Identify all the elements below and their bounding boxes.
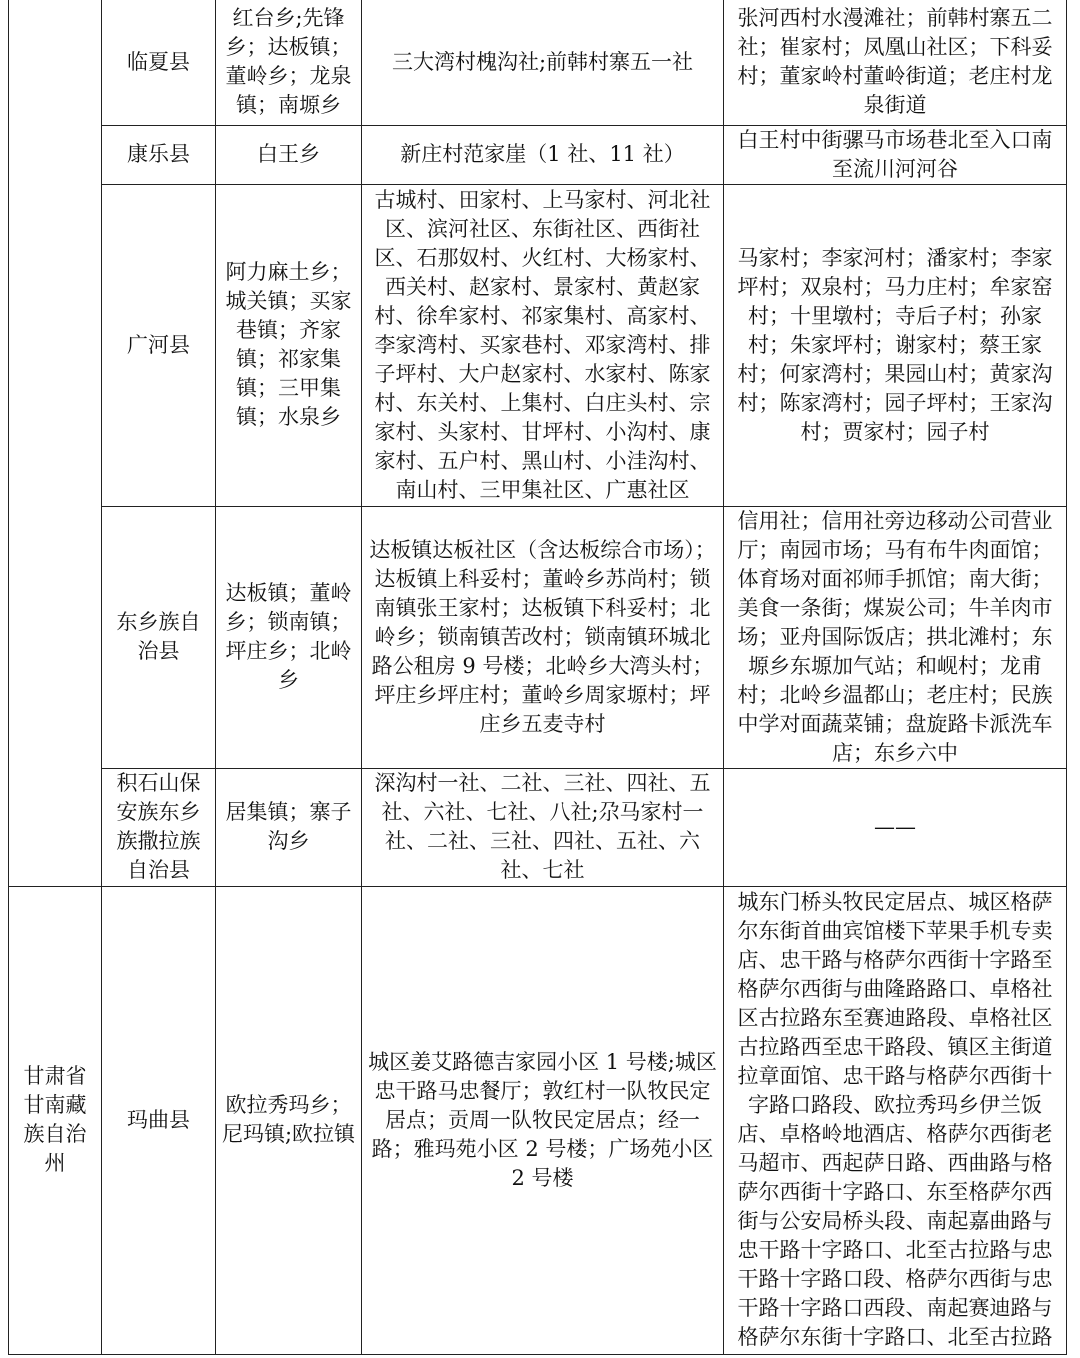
high-risk-cell: 达板镇达板社区（含达板综合市场）；达板镇上科妥村；董岭乡苏尚村；锁南镇张王家村；达板镇下科妥村；北岭乡；锁南镇苦改村；锁南镇环城北路公租房 9 号楼；北岭乡大湾头村；坪庄乡坪庄村；董岭乡周家塬村；坪庄乡五麦寺村 [362, 506, 724, 768]
table-row [9, 125, 1067, 184]
table-row [9, 0, 1067, 125]
high-risk-cell: 深沟村一社、二社、三社、四社、五社、六社、七社、八社;尕马家村一社、二社、三社、四社、五社、六社、七社 [362, 768, 724, 886]
table-row [9, 768, 1067, 886]
county-cell: 临夏县 [102, 0, 216, 125]
high-risk-cell: 新庄村范家崖（1 社、11 社） [362, 125, 724, 184]
prefecture-cell: 甘肃省甘南藏族自治州 [9, 886, 102, 1354]
county-cell: 玛曲县 [102, 886, 216, 1354]
table-row [9, 184, 1067, 506]
high-risk-cell: 三大湾村槐沟社;前韩村寨五一社 [362, 0, 724, 125]
medium-risk-cell: 信用社；信用社旁边移动公司营业厅；南园市场；马有布牛肉面馆；体育场对面祁师手抓馆；南大街；美食一条街；煤炭公司；牛羊肉市场；亚舟国际饭店；拱北滩村；东塬乡东塬加气站；和岘村；龙甫村；北岭乡温都山；老庄村；民族中学对面蔬菜铺；盘旋路卡派洗车店；东乡六中 [724, 506, 1067, 768]
risk-area-table [8, 0, 1067, 1355]
medium-risk-cell: 张河西村水漫滩社；前韩村寨五二社；崔家村；凤凰山社区；下科妥村；董家岭村董岭街道；老庄村龙泉街道 [724, 0, 1067, 125]
county-cell: 广河县 [102, 184, 216, 506]
high-risk-cell: 城区姜艾路德吉家园小区 1 号楼;城区忠干路马忠餐厅；敦红村一队牧民定居点；贡周一队牧民定居点；经一路；雅玛苑小区 2 号楼；广场苑小区 2 号楼 [362, 886, 724, 1354]
county-cell: 积石山保安族东乡族撒拉族自治县 [102, 768, 216, 886]
county-cell: 东乡族自治县 [102, 506, 216, 768]
towns-cell: 欧拉秀玛乡；尼玛镇;欧拉镇 [216, 886, 362, 1354]
medium-risk-cell: 白王村中街骡马市场巷北至入口南至流川河河谷 [724, 125, 1067, 184]
towns-cell: 达板镇；董岭乡；锁南镇；坪庄乡；北岭乡 [216, 506, 362, 768]
towns-cell: 居集镇；寨子沟乡 [216, 768, 362, 886]
medium-risk-cell: 马家村；李家河村；潘家村；李家坪村；双泉村；马力庄村；牟家窑村；十里墩村；寺后子村；孙家村；朱家坪村；谢家村；蔡王家村；何家湾村；果园山村；黄家沟村；陈家湾村；园子坪村；王家沟村；贾家村；园子村 [724, 184, 1067, 506]
table-row [9, 506, 1067, 768]
prefecture-cell [9, 0, 102, 886]
county-cell: 康乐县 [102, 125, 216, 184]
high-risk-cell: 古城村、田家村、上马家村、河北社区、滨河社区、东街社区、西街社区、石那奴村、火红村、大杨家村、西关村、赵家村、景家村、黄赵家村、徐牟家村、祁家集村、高家村、李家湾村、买家巷村、邓家湾村、排子坪村、大户赵家村、水家村、陈家村、东关村、上集村、白庄头村、宗家村、头家村、甘坪村、小沟村、康家村、五户村、黑山村、小洼沟村、南山村、三甲集社区、广惠社区 [362, 184, 724, 506]
towns-cell: 红台乡;先锋乡；达板镇；董岭乡；龙泉镇；南塬乡 [216, 0, 362, 125]
towns-cell: 阿力麻土乡；城关镇；买家巷镇；齐家镇；祁家集镇；三甲集镇；水泉乡 [216, 184, 362, 506]
table-row [9, 886, 1067, 1354]
medium-risk-cell: 城东门桥头牧民定居点、城区格萨尔东街首曲宾馆楼下苹果手机专卖店、忠干路与格萨尔西街十字路至格萨尔西街与曲隆路路口、卓格社区古拉路东至赛迪路段、卓格社区古拉路西至忠干路段、镇区主街道拉章面馆、忠干路与格萨尔西街十字路口路段、欧拉秀玛乡伊兰饭店、卓格岭地酒店、格萨尔西街老马超市、西起萨日路、西曲路与格萨尔西街十字路口、东至格萨尔西街与公安局桥头段、南起嘉曲路与忠干路十字路口、北至古拉路与忠干路十字路口段、格萨尔西街与忠干路十字路口西段、南起赛迪路与格萨尔东街十字路口、北至古拉路 [724, 886, 1067, 1354]
towns-cell: 白王乡 [216, 125, 362, 184]
medium-risk-cell: —— [724, 768, 1067, 886]
